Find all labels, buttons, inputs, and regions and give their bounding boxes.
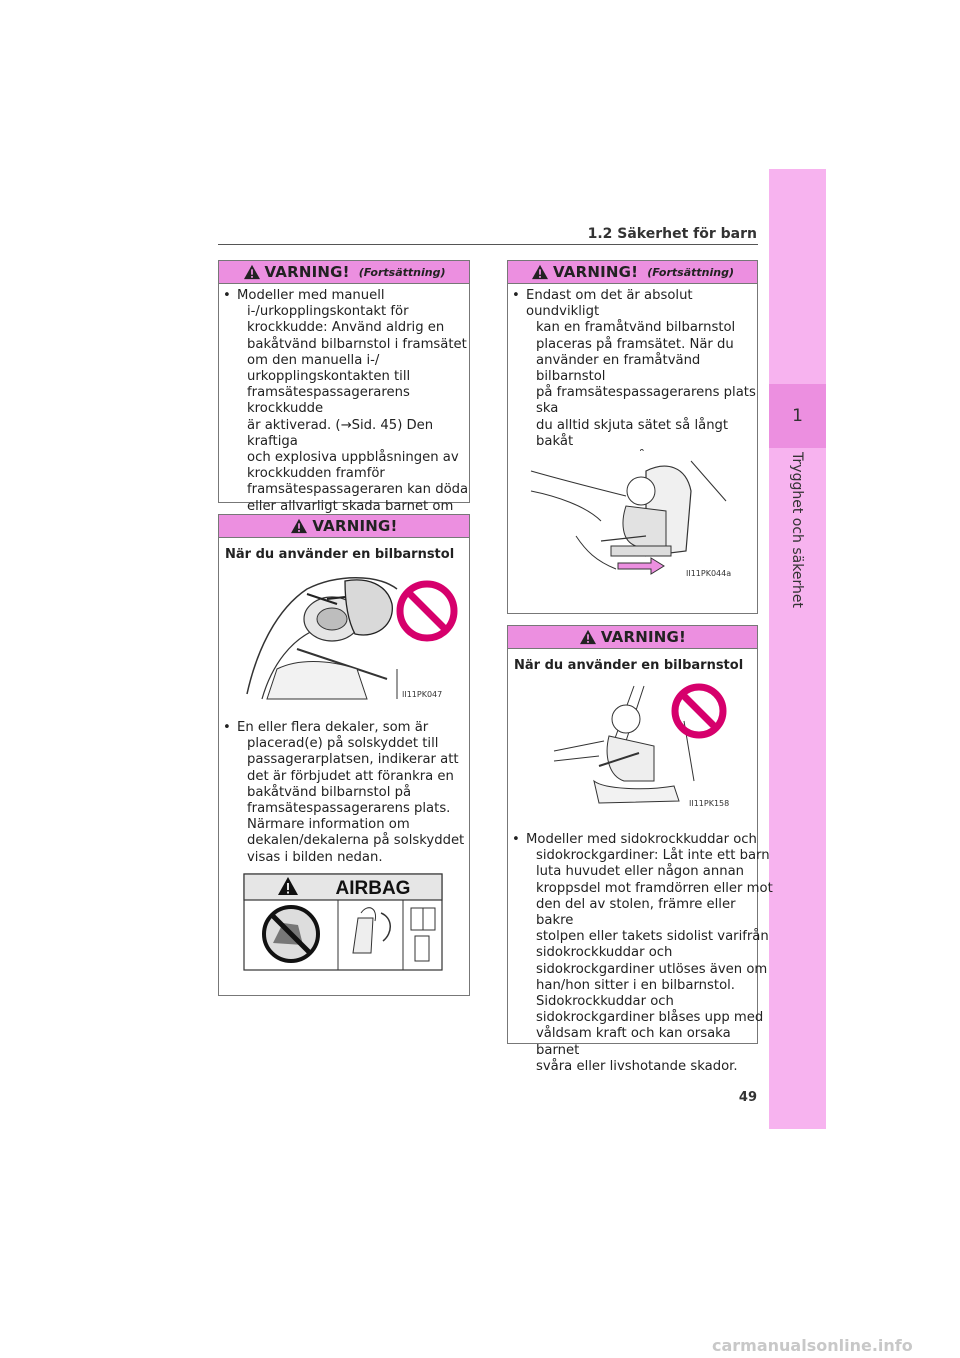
item-line: den del av stolen, främre eller bakre [536,896,736,929]
item-line: stolpen eller takets sidolist varifrån [536,929,769,945]
item-line: sidokrockkuddar och [536,945,673,961]
item-line: Närmare information om [247,817,410,833]
header-rule [218,244,758,245]
page-number: 49 [738,1090,757,1105]
item-line: du alltid skjuta sätet så långt bakåt [536,417,729,449]
item-line: placeras på framsätet. När du [536,336,734,352]
item-line: om den manuella i-/ [247,352,380,368]
airbag-label-text: AIRBAG [335,878,411,899]
warning-box-right-bottom [507,625,773,1074]
item-line: framsätespassageraren kan döda [247,482,469,498]
item-line: framsätespassagerarens plats. [247,801,451,817]
item-line: sidokrockgardiner blåses upp med [536,1010,764,1026]
warning-item [219,720,487,866]
warning-triangle-icon [579,629,597,645]
bullet: • [512,288,520,303]
continued-label: (Fortsättning) [647,265,734,279]
subheading: När du använder en bilbarnstol [225,547,455,562]
item-first-line: Endast om det är absolut oundvikligt [526,288,693,320]
item-line: det är förbjudet att förankra en [247,768,454,784]
item-line: krockkudde: Använd aldrig en [247,320,445,336]
warning-box-left-top [218,260,470,514]
item-line: sidokrockgardiner utlöses även om [536,961,768,977]
warning-title: VARNING! [312,517,398,535]
side-airbag-illustration [544,681,740,811]
item-line: urkopplingskontakten till [247,369,411,385]
item-first-line: Modeller med manuell [237,288,385,303]
item-line: placerad(e) på solskyddet till [247,736,439,752]
warning-item [508,832,776,1075]
item-line: framsätespassagerarens krockkudde [247,385,410,417]
rear-facing-seat-illustration [237,569,467,704]
item-line: svåra eller livshotande skador. [536,1058,738,1074]
item-line: sidokrockgardiner: Låt inte ett barn [536,848,770,864]
chapter-label: Trygghet och säkerhet [789,452,805,608]
warning-triangle-icon [531,264,549,280]
warning-item [219,288,469,547]
warning-title: VARNING! [264,263,350,281]
airbag-label-illustration [243,873,443,971]
side-tab [769,169,826,1129]
section-header: 1.2 Säkerhet för barn [587,226,757,242]
item-line: han/hon sitter i en bilbarnstol. [536,977,736,993]
image-code: II11PK158 [689,799,730,808]
item-line: våldsam kraft och kan orsaka barnet [536,1026,731,1058]
item-line: dekalen/dekalerna på solskyddet [247,833,465,849]
bullet: • [223,288,231,303]
warning-box-right-top [507,260,758,614]
item-line: bakåtvänd bilbarnstol på [247,784,412,800]
warning-header [219,261,469,284]
forward-facing-seat-illustration [526,451,738,581]
warning-title: VARNING! [600,628,687,646]
item-first-line: En eller flera dekaler, som är [237,720,429,735]
item-line: kroppsdel mot framdörren eller mot [536,880,773,896]
item-line: luta huvudet eller någon annan [536,864,745,880]
item-line: kan en framåtvänd bilbarnstol [536,320,736,336]
item-line: använder en framåtvänd bilbarnstol [536,352,701,385]
bullet: • [512,832,520,847]
warning-box-left-bottom [218,514,470,996]
warning-title: VARNING! [553,263,639,281]
bullet: • [223,720,231,735]
warning-triangle-icon [290,518,308,534]
item-line: på framsätespassagerarens plats ska [536,385,756,417]
chapter-number: 1 [769,384,826,448]
image-code: II11PK047 [402,690,443,699]
image-code: II11PK044a [686,569,732,578]
item-line: eller allvarligt skada barnet om [247,498,454,514]
item-line: i-/urkopplingskontakt för [247,304,409,320]
subheading: När du använder en bilbarnstol [514,658,744,673]
item-first-line: Modeller med sidokrockkuddar och [526,832,757,847]
item-line: och explosiva uppblåsningen av [247,450,459,466]
item-line: krockkudden framför [247,466,385,482]
item-line: Sidokrockkuddar och [536,994,674,1010]
warning-header [508,261,757,284]
item-line: visas i bilden nedan. [247,849,383,865]
warning-header [508,626,757,649]
item-line: är aktiverad. (→Sid. 45) Den kraftiga [247,417,434,449]
watermark: carmanualsonline.info [712,1336,913,1355]
item-line: passagerarplatsen, indikerar att [247,752,459,768]
item-line: bakåtvänd bilbarnstol i framsätet [247,336,467,352]
warning-triangle-icon [243,264,261,280]
continued-label: (Fortsättning) [358,265,446,279]
warning-header [219,515,469,538]
